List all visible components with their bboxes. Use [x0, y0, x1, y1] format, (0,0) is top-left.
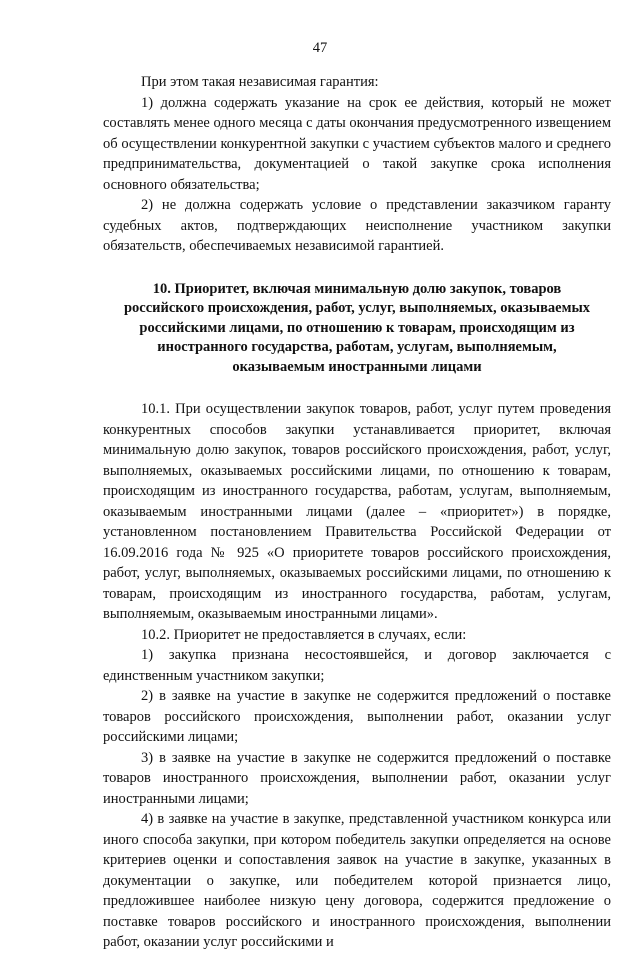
guarantee-item: 2) не должна содержать условие о представлении заказчиком гаранту судебных актов, подтверждающих неисполнение участником закупки обязательств, обеспечиваемых независимой гарантией. — [103, 197, 611, 254]
clause-10-2: 10.2. Приоритет не предоставляется в случаях, если: — [141, 626, 467, 643]
section-heading-line: 10. Приоритет, включая минимальную долю закупок, товаров — [152, 280, 562, 297]
guarantee-intro: При этом такая независимая гарантия: — [141, 74, 379, 90]
page-number: 47 — [312, 40, 328, 56]
section-heading-line: российскими лицами, по отношению к товарам, происходящим из — [139, 319, 575, 336]
case-item: 4) в заявке на участие в закупке, представленной участником конкурса или иного способа закупки, при котором победитель закупки определяется на основе критериев оценки и сопоставления заявок на участие в закупке, указанных в документации о закупке, или победителем которой признается лицо, предложившее наиболее низкую цену договора, содержится предложение о поставке товаров российского и иностранного происхождения, выполнении работ, оказании услуг российскими и — [103, 811, 611, 950]
document-body — [103, 72, 611, 953]
section-heading — [113, 280, 601, 378]
section-heading-line: иностранного государства, работам, услугам, выполняемым, — [157, 339, 557, 355]
section-heading-line: российского происхождения, работ, услуг, выполняемых, оказываемых — [123, 300, 591, 316]
section-heading-line: оказываемым иностранными лицами — [232, 358, 482, 375]
guarantee-item: 1) должна содержать указание на срок ее действия, который не может составлять менее одного месяца с даты окончания предусмотренного извещением об осуществлении конкурентной закупки с участием субъектов малого и среднего предпринимательства, документацией о такой закупке срока исполнения основного обязательства; — [103, 94, 611, 193]
case-item: 1) закупка признана несостоявшейся, и договор заключается с единственным участником закупки; — [103, 647, 611, 684]
clause-10-1: 10.1. При осуществлении закупок товаров, работ, услуг путем проведения конкурентных способов закупки устанавливается приоритет, включая минимальную долю закупок, товаров российского происхождения, работ, услуг, выполняемых, оказываемых российскими лицами, по отношению к товарам, происходящим из иностранного государства, работам, услугам, выполняемым, оказываемым иностранными лицами (далее – «приоритет») в порядке, установленном постановлением Правительства Российской Федерации от 16.09.2016 года № 925 «О приоритете товаров российского происхождения, работ, услуг, выполняемых, оказываемых российскими лицами, по отношению к товарам, происходящим из иностранного государства, работам, услугам, выполняемым, оказываемым иностранными лицами». — [103, 401, 611, 622]
case-item: 2) в заявке на участие в закупке не содержится предложений о поставке товаров российского происхождения, выполнении работ, оказании услуг российскими лицами; — [103, 688, 611, 745]
case-item: 3) в заявке на участие в закупке не содержится предложений о поставке товаров иностранного происхождения, выполнении работ, оказании услуг иностранными лицами; — [103, 749, 611, 807]
